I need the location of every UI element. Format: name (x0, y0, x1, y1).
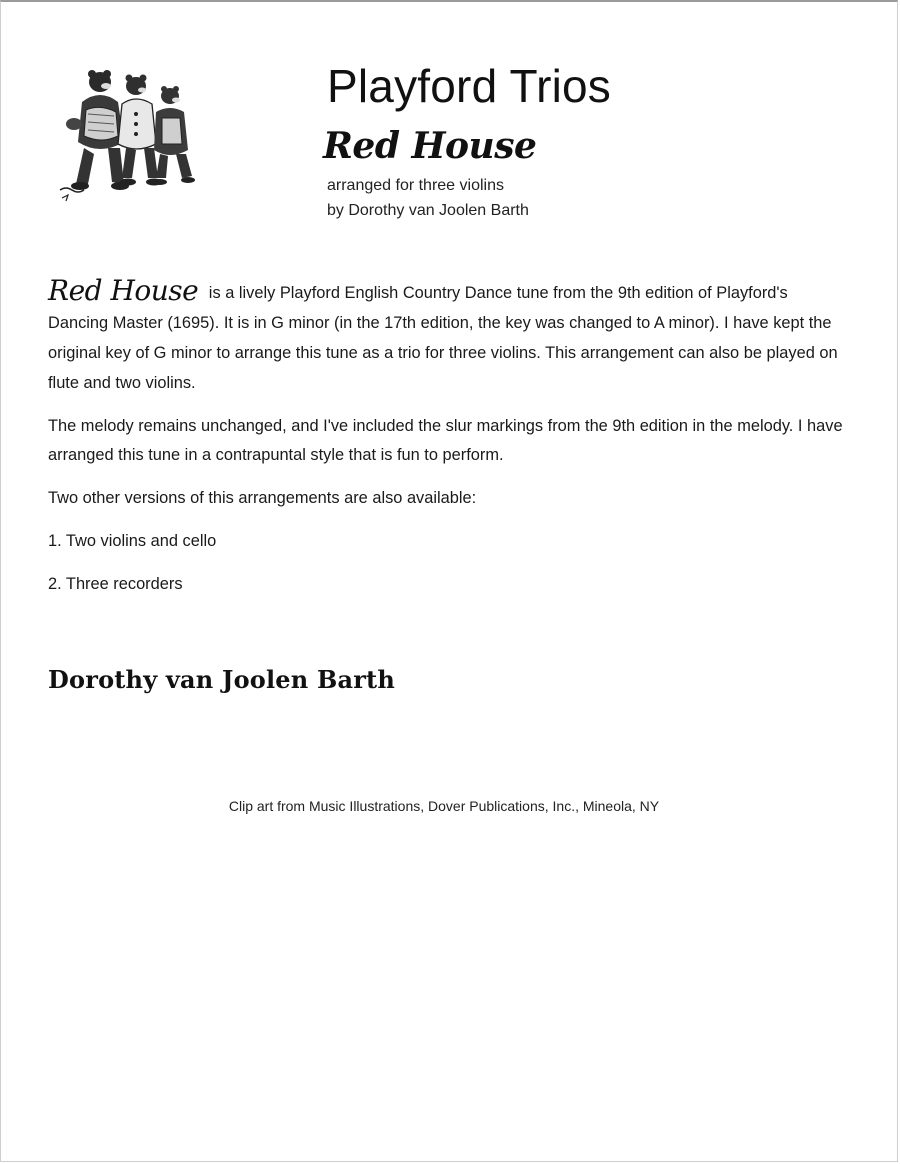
list-item: 2. Three recorders (48, 575, 183, 593)
paragraph-intro-text: is a lively Playford English Country Dance tune from the 9th edition of Playford's Dancing Master (1695). It is in G minor (in the 17th edition, the key was changed to A minor). I have kept the original key of G minor to arrange this tune as a trio for three violins. This arrangement can also be played on flute and two violins. (48, 284, 838, 392)
paragraph-versions: Two other versions of this arrangements are also available: (48, 489, 477, 507)
signature: Dorothy van Joolen Barth (48, 665, 395, 694)
by-line: by Dorothy van Joolen Barth (327, 202, 529, 219)
clip-art-credit: Clip art from Music Illustrations, Dover Publications, Inc., Mineola, NY (228, 798, 660, 814)
dancing-bears-icon (52, 62, 202, 212)
paragraph-melody: The melody remains unchanged, and I've included the slur markings from the 9th edition in the melody. I have arranged this tune in a contrapuntal style that is fun to perform. (48, 417, 843, 464)
page-title: Playford Trios (327, 60, 612, 112)
arranged-line: arranged for three violins (327, 177, 504, 194)
inline-tune-title: Red House (48, 274, 199, 307)
arrangement-info (327, 173, 529, 223)
list-item: 1. Two violins and cello (48, 532, 217, 550)
paragraph-intro (48, 276, 848, 398)
description (48, 276, 848, 613)
tune-title: Red House (323, 125, 537, 167)
